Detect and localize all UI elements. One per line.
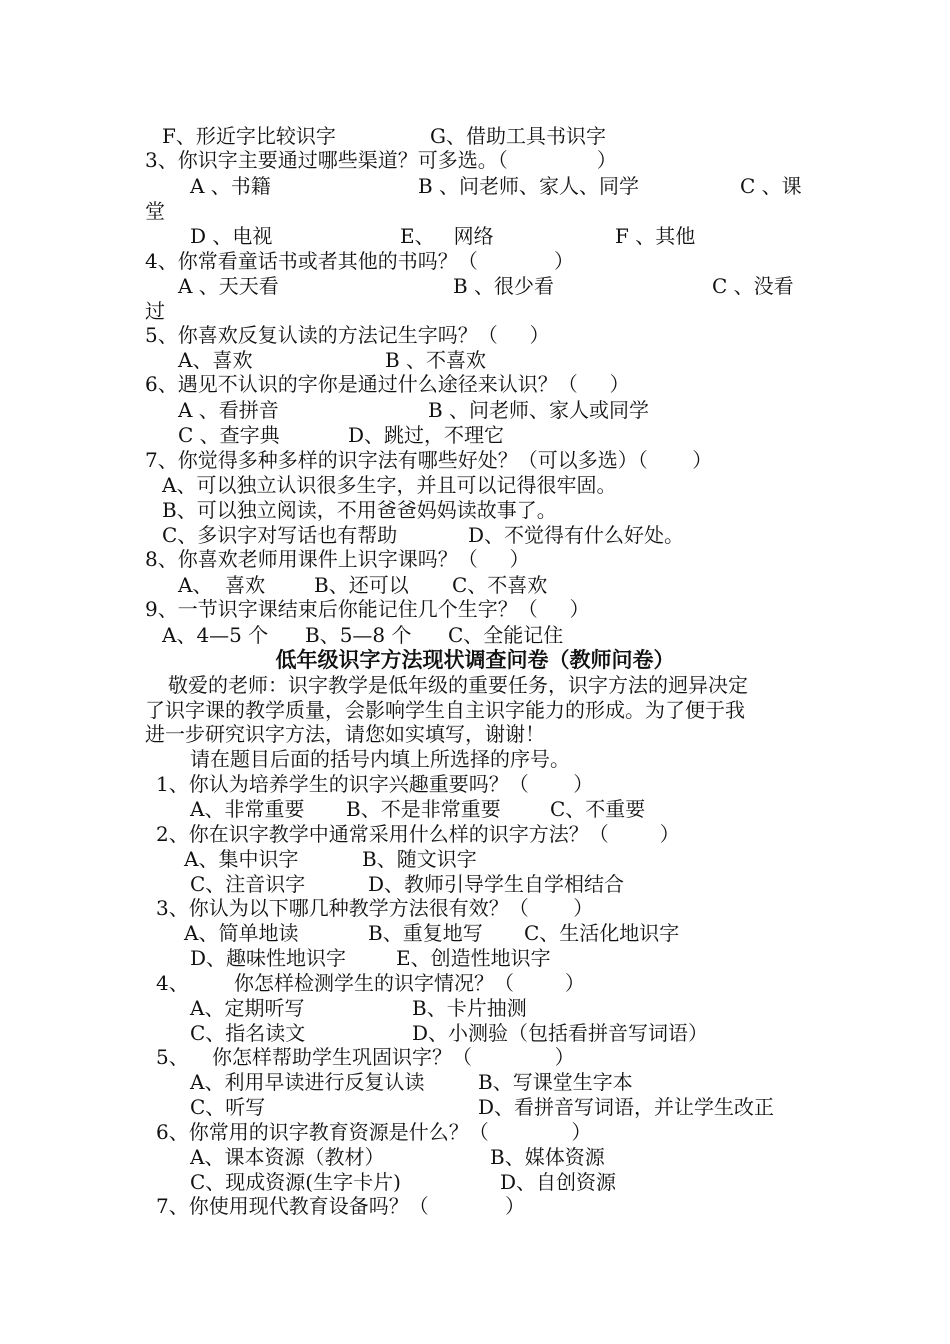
s-q8-option-c: C、不喜欢	[452, 573, 548, 597]
s-q3-option-c-wrap: 堂	[145, 199, 165, 223]
s-q3-option-d: D 、电视	[190, 224, 273, 248]
t-q3-option-e: E、创造性地识字	[396, 946, 551, 970]
t-q5-question: 你怎样帮助学生巩固识字？（ ）	[212, 1045, 575, 1069]
t-q5-option-a: A、利用早读进行反复认读	[190, 1070, 425, 1094]
t-q2-question: 2、你在识字教学中通常采用什么样的识字方法？（ ）	[156, 822, 680, 846]
s-q4-option-c: C 、没看	[712, 274, 794, 298]
intro-line-3: 进一步研究识字方法，请您如实填写，谢谢！	[145, 722, 545, 746]
s-q3-option-f: F 、其他	[615, 224, 696, 248]
s-q3-option-b: B 、问老师、家人、同学	[418, 174, 640, 198]
s-q3-option-a: A 、书籍	[190, 174, 271, 198]
t-q3-option-d: D、趣味性地识字	[190, 946, 347, 970]
t-q4-question: 你怎样检测学生的识字情况？（ ）	[234, 971, 585, 995]
s-q7-option-d: D、不觉得有什么好处。	[468, 523, 685, 547]
s-q6-option-c: C 、查字典	[178, 423, 280, 447]
t-q2-option-c: C、注音识字	[190, 872, 306, 896]
s-q3-option-e: E、 网络	[400, 224, 494, 248]
teacher-questionnaire-title: 低年级识字方法现状调查问卷（教师问卷）	[275, 647, 675, 672]
t-q4-option-d: D、小测验（包括看拼音写词语）	[412, 1021, 709, 1045]
t-q2-option-b: B、随文识字	[362, 847, 477, 871]
t-q1-option-c: C、不重要	[550, 797, 646, 821]
t-q6-option-a: A、课本资源（教材）	[190, 1145, 385, 1169]
t-q3-option-a: A、简单地读	[184, 921, 299, 945]
s-q6-option-d: D、跳过，不理它	[348, 423, 505, 447]
s-q7-option-a: A、可以独立认识很多生字，并且可以记得很牢固。	[162, 473, 617, 497]
t-q1-option-b: B、不是非常重要	[346, 797, 501, 821]
s-q9-option-c: C、全能记住	[448, 623, 564, 647]
s-q8-option-a: A、 喜欢	[178, 573, 266, 597]
s-q7-option-b: B、可以独立阅读，不用爸爸妈妈读故事了。	[162, 498, 557, 522]
intro-line-1: 敬爱的老师：识字教学是低年级的重要任务，识字方法的迥异决定	[168, 673, 748, 697]
t-q4-option-c: C、指名读文	[190, 1021, 306, 1045]
s-q4-option-b: B 、很少看	[453, 274, 555, 298]
t-q1-question: 1、你认为培养学生的识字兴趣重要吗？（ ）	[156, 772, 594, 796]
s-q4-option-a: A 、天天看	[178, 274, 279, 298]
s-q6-question: 6、遇见不认识的字你是通过什么途径来认识？（ ）	[145, 372, 630, 396]
t-q7-question: 7、你使用现代教育设备吗？（ ）	[156, 1194, 526, 1218]
s-q6-option-a: A 、看拼音	[178, 398, 279, 422]
t-q5-option-c: C、听写	[190, 1095, 266, 1119]
s-q2-option-g: G、借助工具书识字	[430, 124, 606, 148]
t-q6-option-d: D、自创资源	[500, 1170, 617, 1194]
t-q4-option-a: A、定期听写	[190, 996, 305, 1020]
t-q5-option-d: D、看拼音写词语，并让学生改正	[478, 1095, 775, 1119]
s-q6-option-b: B 、问老师、家人或同学	[428, 398, 650, 422]
s-q9-question: 9、一节识字课结束后你能记住几个生字？（ ）	[145, 597, 590, 621]
s-q3-question: 3、你识字主要通过哪些渠道？可多选。（ ）	[145, 148, 617, 172]
t-q5-number: 5、	[156, 1045, 189, 1069]
t-q3-question: 3、你认为以下哪几种教学方法很有效？（ ）	[156, 896, 594, 920]
t-q2-option-a: A、集中识字	[184, 847, 299, 871]
s-q4-question: 4、你常看童话书或者其他的书吗？（ ）	[145, 249, 575, 273]
t-q6-option-c: C、现成资源(生字卡片)	[190, 1170, 401, 1194]
s-q7-option-c: C、多识字对写话也有帮助	[162, 523, 398, 547]
t-q1-option-a: A、非常重要	[190, 797, 305, 821]
s-q9-option-b: B、5—8 个	[305, 623, 412, 647]
t-q2-option-d: D、教师引导学生自学相结合	[368, 872, 625, 896]
t-q5-option-b: B、写课堂生字本	[478, 1070, 633, 1094]
s-q4-option-c-wrap: 过	[145, 299, 165, 323]
s-q5-question: 5、你喜欢反复认读的方法记生字吗？（ ）	[145, 323, 550, 347]
s-q5-option-a: A、喜欢	[178, 348, 253, 372]
t-q4-number: 4、	[156, 971, 189, 995]
s-q8-option-b: B、还可以	[314, 573, 409, 597]
instruction: 请在题目后面的括号内填上所选择的序号。	[190, 747, 570, 771]
s-q2-option-f: F、形近字比较识字	[162, 124, 336, 148]
t-q6-option-b: B、媒体资源	[490, 1145, 605, 1169]
intro-line-2: 了识字课的教学质量，会影响学生自主识字能力的形成。为了便于我	[145, 698, 745, 722]
s-q3-option-c: C 、课	[740, 174, 802, 198]
t-q6-question: 6、你常用的识字教育资源是什么？（ ）	[156, 1120, 592, 1144]
s-q5-option-b: B 、不喜欢	[385, 348, 487, 372]
s-q9-option-a: A、4—5 个	[162, 623, 269, 647]
t-q4-option-b: B、卡片抽测	[412, 996, 527, 1020]
s-q7-question: 7、你觉得多种多样的识字法有哪些好处？（可以多选）（ ）	[145, 448, 713, 472]
t-q3-option-c: C、生活化地识字	[524, 921, 680, 945]
s-q8-question: 8、你喜欢老师用课件上识字课吗？（ ）	[145, 547, 530, 571]
t-q3-option-b: B、重复地写	[368, 921, 483, 945]
